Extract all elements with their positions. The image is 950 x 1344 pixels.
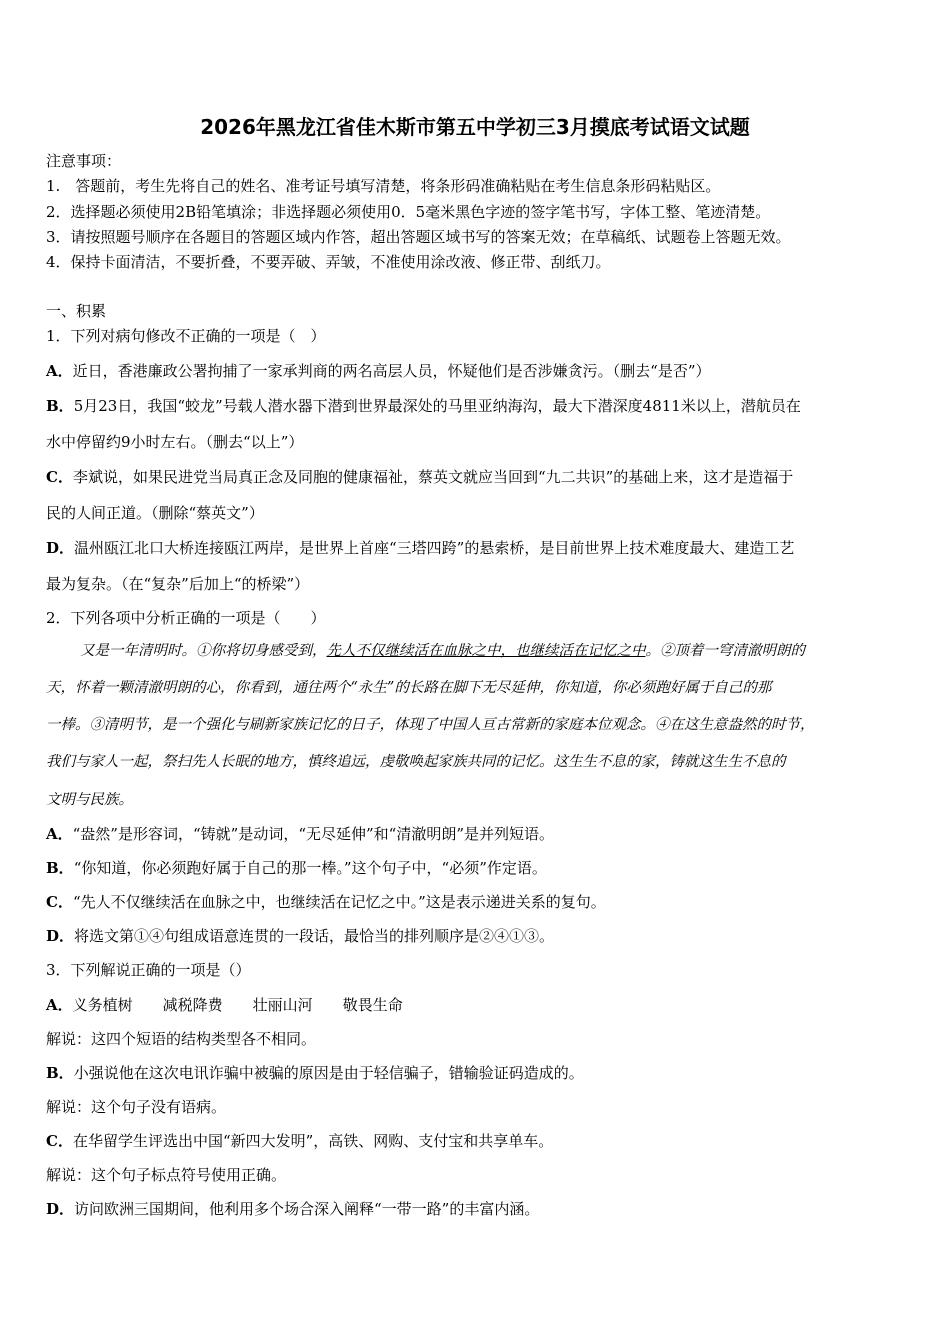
option-text: 5月23日，我国“蛟龙”号载人潜水器下潜到世界最深处的马里亚纳海沟，最大下潜深度4811米以上，潜航员在 (73, 397, 801, 415)
option-text: 近日，香港廉政公署拘捕了一家承判商的两名高层人员，怀疑他们是否涉嫌贪污。（删去“是否”） (72, 362, 711, 380)
option-text: “你知道，你必须跑好属于自己的那一棒。”这个句子中，“必须”作定语。 (73, 859, 547, 877)
q1-option-a (46, 361, 710, 381)
option-label: C． (46, 1132, 73, 1150)
section-heading: 一、积累 (46, 302, 107, 320)
option-label: A． (46, 825, 73, 843)
q3-option-d (46, 1199, 539, 1219)
passage-line-4: 我们与家人一起，祭扫先人长眠的地方，慎终追远，虔敬唤起家族共同的记忆。这生生不息的家，铸就这生生不息的 (46, 754, 786, 770)
q1-option-c (46, 467, 793, 487)
page-title: 2026年黑龙江省佳木斯市第五中学初三3月摸底考试语文试题 (200, 115, 750, 139)
q3-note-a: 解说：这四个短语的结构类型各不相同。 (46, 1030, 317, 1048)
option-label: A． (46, 996, 73, 1014)
q3-stem: 3．下列解说正确的一项是（） (46, 961, 251, 979)
passage-line-5: 文明与民族。 (46, 792, 133, 808)
option-text: “盎然”是形容词，“铸就”是动词，“无尽延伸”和“清澈明朗”是并列短语。 (72, 825, 554, 843)
q1-stem: 1．下列对病句修改不正确的一项是（ ） (46, 327, 326, 345)
q2-option-a (46, 824, 554, 844)
notice-item-4: 4．保持卡面清洁，不要折叠，不要弄破、弄皱，不准使用涂改液、修正带、刮纸刀。 (46, 253, 611, 271)
q1-option-d-cont: 最为复杂。（在“复杂”后加上“的桥梁”） (46, 575, 310, 593)
option-text: 在华留学生评选出中国“新四大发明”，高铁、网购、支付宝和共享单车。 (72, 1132, 554, 1150)
option-label: C． (46, 468, 73, 486)
option-text: 访问欧洲三国期间，他利用多个场合深入阐释“一带一路”的丰富内涵。 (74, 1200, 540, 1218)
option-label: D． (46, 1200, 75, 1218)
option-label: D． (46, 539, 75, 557)
q3-option-a (46, 995, 403, 1015)
passage-text: 。②顶着一穹清澈明朗的 (645, 643, 805, 659)
q2-stem: 2．下列各项中分析正确的一项是（ ） (46, 609, 326, 627)
option-text: “先人不仅继续活在血脉之中，也继续活在记忆之中。”这是表示递进关系的复句。 (72, 893, 606, 911)
passage-line-2: 天，怀着一颗清澈明朗的心，你看到，通往两个“永生”的长路在脚下无尽延伸，你知道，你必须跑好属于自己的那 (46, 680, 772, 696)
passage-text: 又是一年清明时。①你将切身感受到， (80, 643, 327, 659)
q2-option-c (46, 892, 606, 912)
option-text: 将选文第①④句组成语意连贯的一段话，最恰当的排列顺序是②④①③。 (74, 927, 555, 945)
q3-note-c: 解说：这个句子标点符号使用正确。 (46, 1166, 287, 1184)
underlined-sentence: 先人不仅继续活在血脉之中，也继续活在记忆之中 (326, 643, 646, 659)
notice-heading: 注意事项： (46, 152, 122, 170)
option-text: 温州瓯江北口大桥连接瓯江两岸，是世界上首座“三塔四跨”的悬索桥，是目前世界上技术难度最大、建造工艺 (74, 539, 795, 557)
option-label: C． (46, 893, 73, 911)
option-text: 李斌说，如果民进党当局真正念及同胞的健康福祉，蔡英文就应当回到“九二共识”的基础上来，这才是造福于 (72, 468, 794, 486)
phrase: 减税降费 (162, 996, 223, 1014)
passage-line-1 (80, 641, 805, 661)
q1-option-b-cont: 水中停留约9小时左右。（删去“以上”） (46, 433, 304, 451)
q3-option-c (46, 1131, 553, 1151)
option-label: B． (46, 1064, 74, 1082)
q2-option-d (46, 926, 554, 946)
notice-item-1: 1. 答题前，考生先将自己的姓名、准考证号填写清楚，将条形码准确粘贴在考生信息条形码粘贴区。 (46, 177, 721, 195)
notice-item-2: 2．选择题必须使用2B铅笔填涂；非选择题必须使用0．5毫米黑色字迹的签字笔书写，字体工整、笔迹清楚。 (46, 203, 771, 221)
passage-line-3: 一棒。③清明节，是一个强化与刷新家族记忆的日子，体现了中国人亘古常新的家庭本位观念。④在这生意盎然的时节， (46, 717, 815, 733)
phrase: 壮丽山河 (252, 996, 313, 1014)
phrase: 敬畏生命 (342, 996, 403, 1014)
q2-option-b (46, 858, 547, 878)
phrase: 义务植树 (72, 996, 133, 1014)
q3-note-b: 解说：这个句子没有语病。 (46, 1098, 227, 1116)
q1-option-d (46, 538, 794, 558)
option-label: D． (46, 927, 75, 945)
option-label: B． (46, 397, 74, 415)
notice-item-3: 3．请按照题号顺序在各题目的答题区域内作答，超出答题区域书写的答案无效；在草稿纸、试题卷上答题无效。 (46, 228, 791, 246)
q1-option-b (46, 396, 801, 416)
q1-option-c-cont: 民的人间正道。（删除“蔡英文”） (46, 504, 264, 522)
q3-option-b (46, 1063, 584, 1083)
option-label: A． (46, 362, 73, 380)
option-text: 小强说他在这次电讯诈骗中被骗的原因是由于轻信骗子，错输验证码造成的。 (73, 1064, 584, 1082)
option-label: B． (46, 859, 74, 877)
